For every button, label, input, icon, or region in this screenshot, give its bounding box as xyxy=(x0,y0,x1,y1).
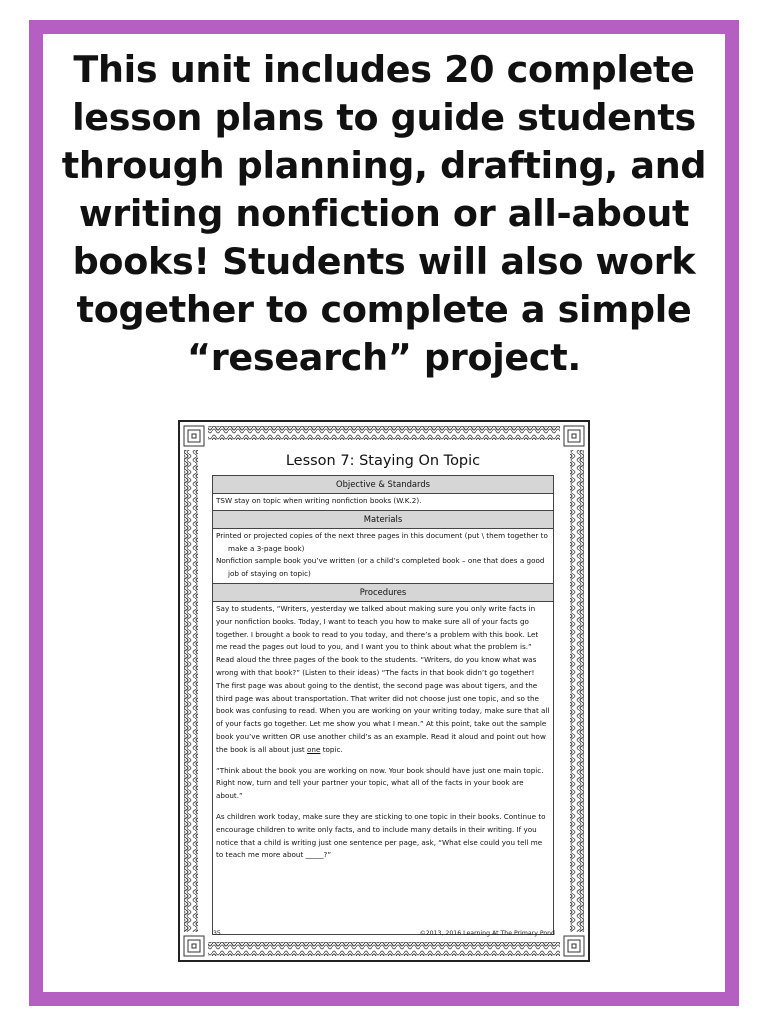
procedure-paragraph: As children work today, make sure they are sticking to one topic in their books. Continue to encourage children to write only facts, and to include many details in their writing. If you notice that a child is writing just one sentence per page, ask, “What else could you tell me to teach me more about _____?” xyxy=(216,811,546,860)
page-number: 35 xyxy=(213,930,221,937)
materials-item: Nonfiction sample book you’ve written (or a child’s completed book – one that does a good job of staying on topic) xyxy=(216,556,545,579)
page-footer xyxy=(213,930,555,937)
procedure-text-part: Say to students, “Writers, yesterday we talked about making sure you only write facts in your nonfiction books. Today, I want to teach you how to make sure all of your facts go together. I brought a book to read to you today, and there’s a problem with this book. Let me read the pages out loud to you, and I want you to think about what the problem is.” Read aloud the three pages of the book to the students. “Writers, do you know what was wrong with that book?” (Listen to their ideas) “The facts in that book didn’t go together! The first page was about going to the dentist, the second page was about tigers, and the third page was about transportation. That writer did not choose just one topic, and so the book was confusing to read. When you are working on your writing today, make sure that all of your facts go together. Let me show you what I mean.” At this point, take out the sample book you’ve written OR use another child’s as an example. Read it aloud and point out how the book is all about just xyxy=(216,603,550,754)
copyright-text: ©2013, 2016 Learning At The Primary Pond xyxy=(419,930,555,937)
procedures-text xyxy=(213,602,553,872)
materials-list xyxy=(213,529,553,583)
objective-text: TSW stay on topic when writing nonfiction books (W.K.2). xyxy=(216,496,422,505)
headline: This unit includes 20 complete lesson plans to guide students through planning, drafting, and writing nonfiction or all-about books! Students will also work together to complete a simple “research” project. xyxy=(61,48,707,379)
underlined-word: one xyxy=(307,744,321,754)
procedures-heading: Procedures xyxy=(213,583,553,602)
procedure-text-part: topic. xyxy=(320,744,343,754)
lesson-page-preview xyxy=(178,420,590,962)
objective-heading: Objective & Standards xyxy=(213,476,553,494)
materials-heading: Materials xyxy=(213,510,553,529)
lesson-title: Lesson 7: Staying On Topic xyxy=(285,453,481,469)
procedure-paragraph xyxy=(216,603,550,757)
lesson-table xyxy=(212,475,554,935)
procedure-paragraph: “Think about the book you are working on now. Your book should have just one main topic. Right now, turn and tell your partner your topic, what all of the facts in your book are about.” xyxy=(216,765,544,801)
materials-item: Printed or projected copies of the next three pages in this document (put \ them together to make a 3-page book) xyxy=(216,530,548,553)
